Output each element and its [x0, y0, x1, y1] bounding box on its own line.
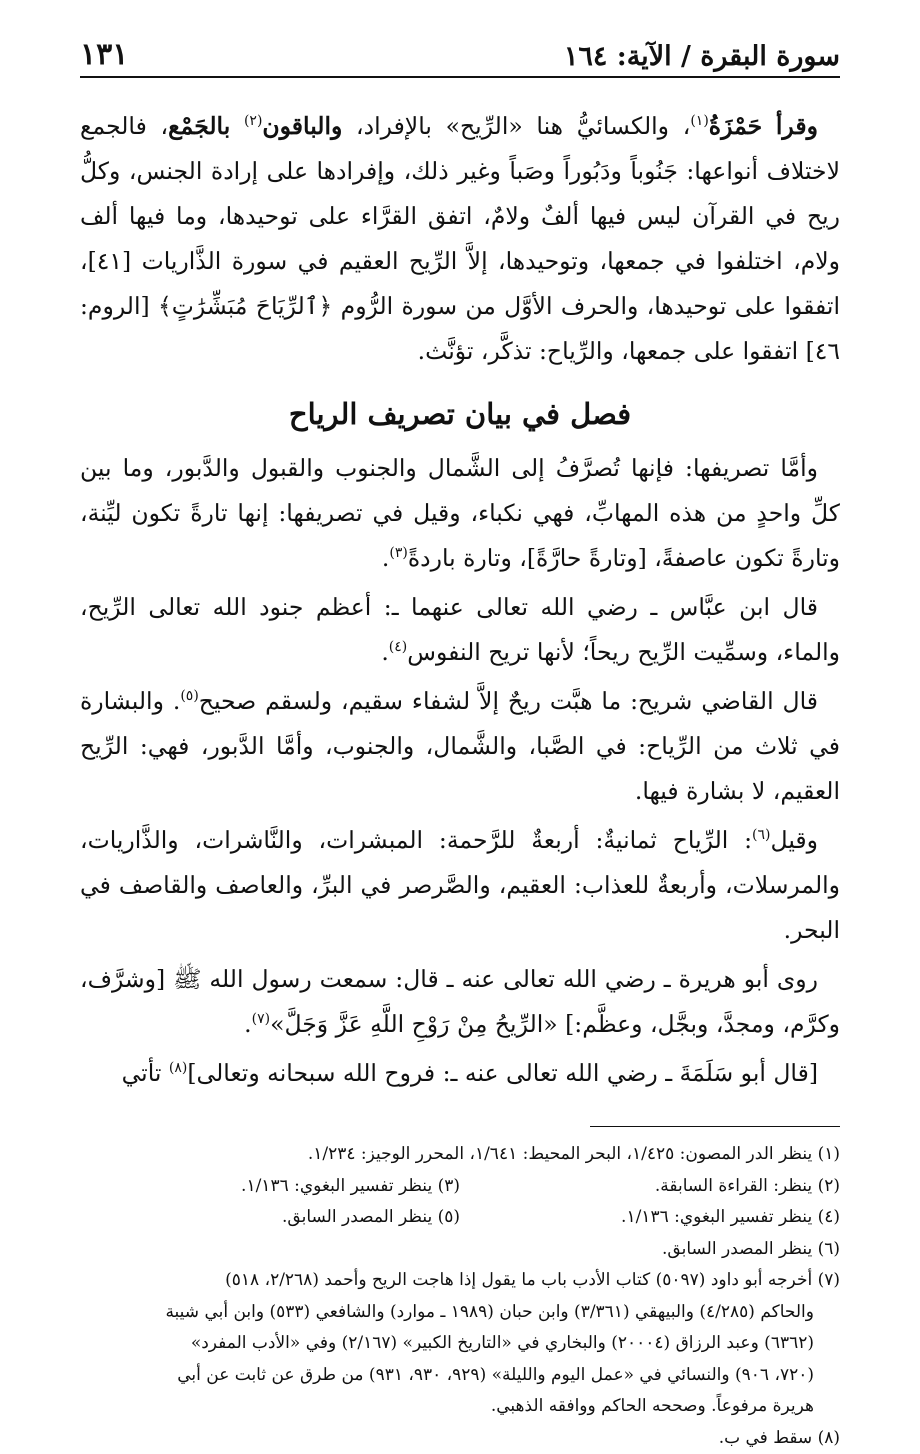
bold-term: وقرأ — [776, 112, 818, 140]
text-run: . — [244, 1010, 251, 1038]
footnote-ref[interactable]: (٨) — [169, 1060, 187, 1076]
text-run: . — [382, 544, 389, 572]
text-run: : الرِّياح ثمانيةٌ: أربعةٌ للرَّحمة: المبشرات، والنَّاشرات، والذَّاريات، والمرسلات، وأربعةٌ للعذاب: العقيم، والصَّرصر في البرِّ، والعاصف والقاصف في البحر. — [80, 826, 840, 944]
footnote-4: (٤) ينظر تفسير البغوي: ١/١٣٦. — [460, 1202, 840, 1234]
page-number: ١٣١ — [80, 37, 128, 72]
text-run: ، والكسائيُّ هنا «الرِّيح» بالإفراد، — [356, 112, 690, 140]
paragraph-7 — [80, 1051, 840, 1096]
text-run: روى أبو هريرة ـ رضي الله تعالى عنه ـ قال: سمعت رسول الله ﷺ [وشرَّف، وكرَّم، ومجدَّ، وبجَّل، وعظَّم:] «الرِّيحُ مِنْ رَوْحِ اللَّهِ عَزَّ وَجَلَّ» — [80, 965, 840, 1038]
footnote-3: (٣) ينظر تفسير البغوي: ١/١٣٦. — [80, 1171, 460, 1203]
text-run: وقيل — [771, 826, 818, 854]
footnote-ref[interactable]: (٦) — [752, 827, 770, 843]
text-run: . — [381, 638, 388, 666]
footnote-2: (٢) ينظر: القراءة السابقة. — [460, 1171, 840, 1203]
footnote-5: (٥) ينظر المصدر السابق. — [80, 1202, 460, 1234]
footnote-ref[interactable]: (١) — [690, 113, 708, 129]
footnote-7-line: (٦٣٦٢) وعبد الرزاق (٢٠٠٠٤) والبخاري في «التاريخ الكبير» (٢/١٦٧) وفي «الأدب المفرد» — [80, 1328, 840, 1360]
footnote-ref[interactable]: (٧) — [252, 1011, 270, 1027]
paragraph-2 — [80, 446, 840, 581]
text-run: ، فالجمع لاختلاف أنواعها: جَنُوباً ودَبُوراً وصَباً وغير ذلك، وإفرادها على إرادة الجنس، وكلُّ ريح في القرآن ليس فيها ألفٌ ولامٌ، اتفق القرَّاء على توحيدها، وما فيها ألف ولام، اختلفوا في جمعها، وتوحيدها، إلاَّ الرِّيح العقيم في سورة الذَّاريات [٤١]، اتفقوا على توحيدها، والحرف الأوَّل من سورة الرُّوم ﴿ٱلرِّيَاحَ مُبَشِّرَٰتٍ﴾ [الروم: ٤٦] اتفقوا على جمعها، والرِّياح: تذكَّر، تؤنَّث. — [80, 112, 840, 365]
footnote-ref[interactable]: (٥) — [180, 688, 198, 704]
footnote-1: (١) ينظر الدر المصون: ١/٤٢٥، البحر المحيط: ١/٦٤١، المحرر الوجيز: ١/٢٣٤. — [80, 1139, 840, 1171]
footnote-7-line: هريرة مرفوعاً. وصححه الحاكم ووافقه الذهبي. — [80, 1391, 840, 1423]
footnote-7-line: والحاكم (٤/٢٨٥) والبيهقي (٣/٣٦١) وابن حبان (١٩٨٩ ـ موارد) والشافعي (٥٣٣) وابن أبي شيبة — [80, 1297, 840, 1329]
paragraph-1 — [80, 104, 840, 374]
footnote-7-line: (٧) أخرجه أبو داود (٥٠٩٧) كتاب الأدب باب ما يقول إذا هاجت الريح وأحمد (٢/٢٦٨، ٥١٨) — [80, 1265, 840, 1297]
footnote-row — [80, 1202, 840, 1234]
paragraph-3 — [80, 585, 840, 675]
paragraph-6 — [80, 957, 840, 1047]
text-run: وأمَّا تصريفها: فإنها تُصرَّفُ إلى الشَّمال والجنوب والقبول والدَّبور، وما بين كلِّ واحدٍ من هذه المهابِّ، فهي نكباء، وقيل في تصريفها: إنها تارةً تكون ليِّنة، وتارةً تكون عاصفةً، [وتارةً حارَّةً]، وتارة باردةً — [80, 454, 840, 572]
footnote-ref[interactable]: (٤) — [389, 639, 407, 655]
footnote-8: (٨) سقط في ب. — [80, 1423, 840, 1454]
footnote-ref[interactable]: (٢) — [244, 113, 262, 129]
book-page — [80, 30, 840, 1454]
text-run: قال القاضي شريح: ما هبَّت ريحٌ إلاَّ لشفاء سقيم، ولسقم صحيح — [199, 687, 818, 715]
footnotes — [80, 1139, 840, 1454]
footnote-6: (٦) ينظر المصدر السابق. — [80, 1234, 840, 1266]
bold-term: والباقون — [262, 112, 342, 140]
footnote-separator — [590, 1126, 840, 1127]
paragraph-4 — [80, 679, 840, 814]
bold-term: بالجَمْع — [168, 112, 230, 140]
text-run: تأتي — [122, 1059, 162, 1087]
text-run: . والبشارة في ثلاث من الرِّياح: في الصَّبا، والشَّمال، والجنوب، وأمَّا الدَّبور، فهي: الرِّيح العقيم، لا بشارة فيها. — [80, 687, 840, 805]
bold-term: حَمْزَةُ — [709, 112, 762, 140]
running-title: سورة البقرة / الآية: ١٦٤ — [564, 41, 840, 72]
text-run: قال ابن عبَّاس ـ رضي الله تعالى عنهما ـ: أعظم جنود الله تعالى الرِّيح، والماء، وسمِّيت الرِّيح ريحاً؛ لأنها تريح النفوس — [80, 593, 840, 666]
footnote-ref[interactable]: (٣) — [389, 545, 407, 561]
text-run: [قال أبو سَلَمَةَ ـ رضي الله تعالى عنه ـ: فروح الله سبحانه وتعالى] — [187, 1059, 818, 1087]
footnote-7-line: (٧٢٠، ٩٠٦) والنسائي في «عمل اليوم والليلة» (٩٢٩، ٩٣٠، ٩٣١) من طرق عن ثابت عن أبي — [80, 1360, 840, 1392]
section-title: فصل في بيان تصريف الرياح — [80, 392, 840, 436]
main-text — [80, 104, 840, 1096]
footnote-row — [80, 1171, 840, 1203]
paragraph-5 — [80, 818, 840, 953]
page-header — [80, 30, 840, 78]
